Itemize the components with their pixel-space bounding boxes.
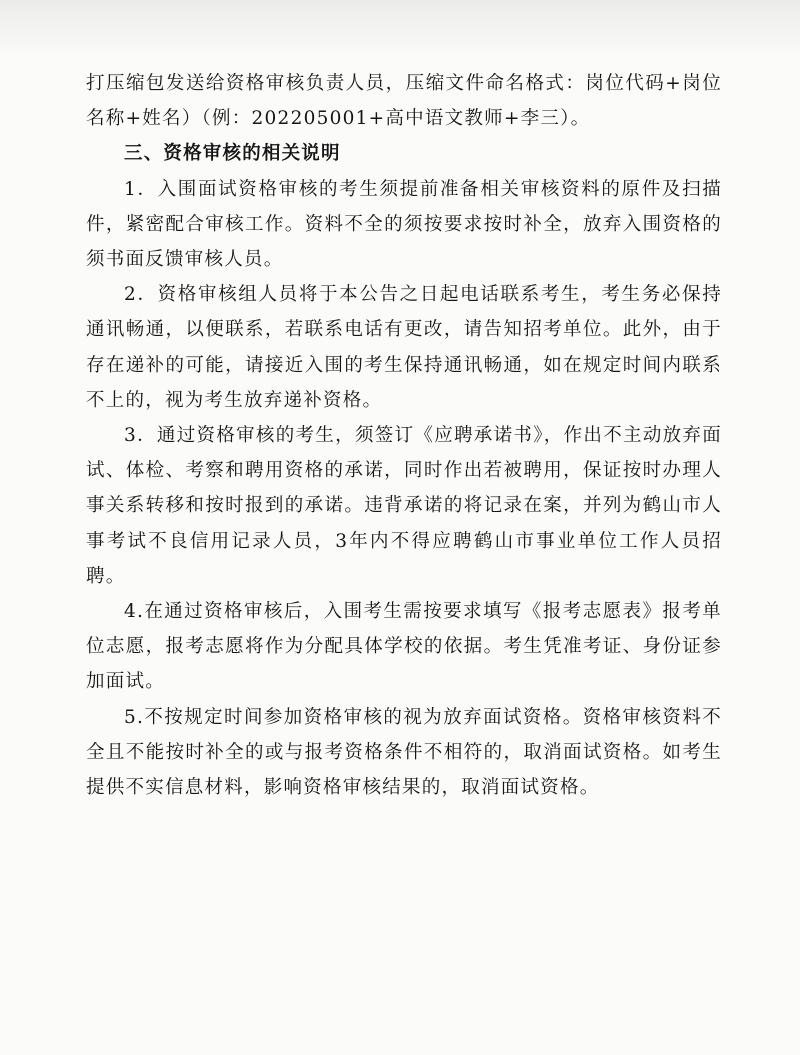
paragraph-2: 2．资格审核组人员将于本公告之日起电话联系考生，考生务必保持通讯畅通，以便联系，若联系电话有更改，请告知招考单位。此外，由于存在递补的可能，请接近入围的考生保持通讯畅通，如在规定时间内联系不上的，视为考生放弃递补资格。 [86, 284, 722, 411]
section-heading: 三、资格审核的相关说明 [124, 143, 341, 165]
paragraph-4: 4.在通过资格审核后，入围考生需按要求填写《报考志愿表》报考单位志愿，报考志愿将作为分配具体学校的依据。考生凭准考证、身份证参加面试。 [86, 601, 722, 693]
paragraph-3: 3．通过资格审核的考生，须签订《应聘承诺书》，作出不主动放弃面试、体检、考察和聘用资格的承诺，同时作出若被聘用，保证按时办理人事关系转移和按时报到的承诺。违背承诺的将记录在案，并列为鹤山市人事考试不良信用记录人员，3年内不得应聘鹤山市事业单位工作人员招聘。 [86, 425, 722, 587]
document-content [86, 0, 722, 805]
paragraph-5: 5.不按规定时间参加资格审核的视为放弃面试资格。资格审核资料不全且不能按时补全的或与报考资格条件不相符的，取消面试资格。如考生提供不实信息材料，影响资格审核结果的，取消面试资格。 [86, 706, 722, 799]
paragraph-1: 1．入围面试资格审核的考生须提前准备相关审核资料的原件及扫描件，紧密配合审核工作。资料不全的须按要求按时补全，放弃入围资格的须书面反馈审核人员。 [86, 178, 722, 271]
intro-paragraph: 打压缩包发送给资格审核负责人员，压缩文件命名格式：岗位代码+岗位名称+姓名）（例：202205001+高中语文教师+李三）。 [86, 73, 722, 130]
